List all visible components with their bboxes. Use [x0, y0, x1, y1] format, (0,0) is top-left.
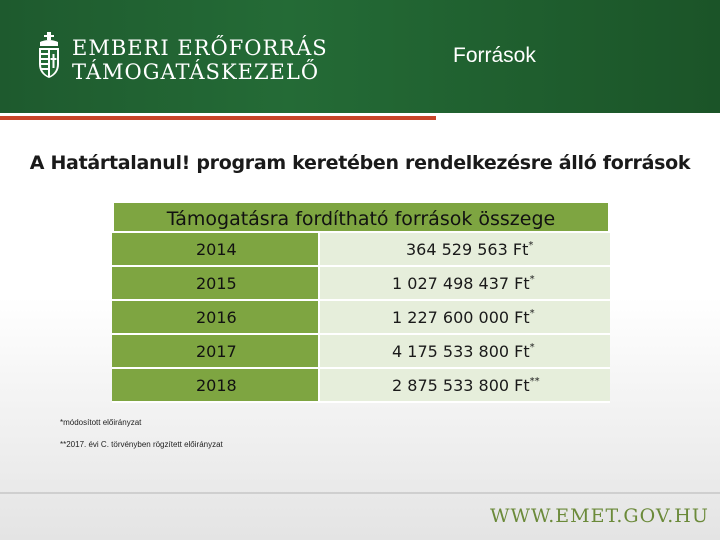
- amount-value: 4 175 533 800 Ft: [392, 342, 530, 361]
- table-row: [112, 369, 610, 403]
- year-cell: 2018: [112, 369, 320, 401]
- table-header: Támogatásra fordítható források összege: [112, 201, 610, 233]
- footnote-mark: *: [528, 240, 534, 251]
- table-row: [112, 335, 610, 369]
- year-cell: 2016: [112, 301, 320, 333]
- amount-value: 1 027 498 437 Ft: [392, 274, 530, 293]
- table-row: [112, 267, 610, 301]
- table-row: [112, 301, 610, 335]
- table-row: [112, 233, 610, 267]
- amount-cell: [320, 233, 610, 265]
- funds-table: [112, 201, 610, 403]
- footnote-mark: *: [529, 342, 535, 353]
- year-cell: 2014: [112, 233, 320, 265]
- page-title: Források: [453, 44, 536, 67]
- footnote-law: **2017. évi C. törvényben rögzített előirányzat: [60, 440, 223, 449]
- amount-cell: [320, 369, 610, 401]
- year-cell: 2015: [112, 267, 320, 299]
- amount-value: 1 227 600 000 Ft: [392, 308, 530, 327]
- footer-divider: [0, 492, 720, 494]
- footnote-mark: *: [529, 308, 535, 319]
- amount-value: 364 529 563 Ft: [406, 240, 529, 259]
- year-cell: 2017: [112, 335, 320, 367]
- footnote-mark: **: [529, 376, 540, 387]
- slide-heading: A Határtalanul! program keretében rendelkezésre álló források: [29, 152, 691, 174]
- footnote-modified: *módosított előirányzat: [60, 418, 142, 427]
- coat-of-arms-icon: [36, 32, 62, 80]
- amount-value: 2 875 533 800 Ft: [392, 376, 530, 395]
- amount-cell: [320, 335, 610, 367]
- accent-line: [0, 116, 436, 120]
- footer-website-link[interactable]: WWW.EMET.GOV.HU: [490, 505, 709, 527]
- footnote-mark: *: [529, 274, 535, 285]
- amount-cell: [320, 267, 610, 299]
- logo-text-line1: EMBERI ERŐFORRÁS: [72, 36, 328, 60]
- logo-text-line2: TÁMOGATÁSKEZELŐ: [72, 60, 320, 84]
- amount-cell: [320, 301, 610, 333]
